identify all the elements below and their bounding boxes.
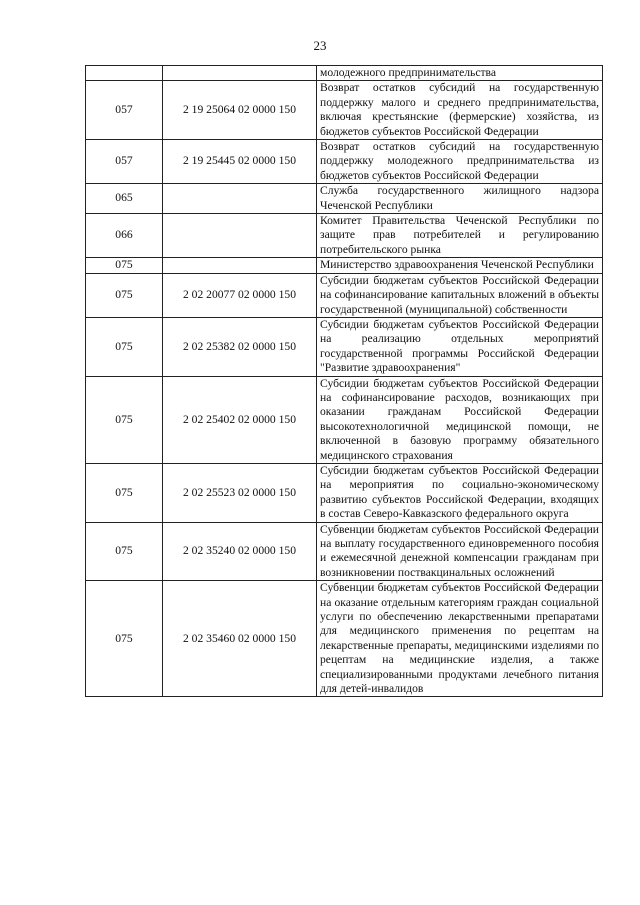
table-row	[86, 81, 603, 140]
admin-code-cell: 057	[86, 81, 163, 140]
budget-code-cell	[163, 184, 317, 214]
name-cell: Возврат остатков субсидий на государственную поддержку малого и среднего предпринимательства, включая крестьянские (фермерские) хозяйства, из бюджетов субъектов Российской Федерации	[317, 81, 603, 140]
name-cell: Субсидии бюджетам субъектов Российской Федерации на софинансирование капитальных вложений в объекты государственной (муниципальной) собственности	[317, 273, 603, 317]
name-cell: Субсидии бюджетам субъектов Российской Федерации на реализацию отдельных мероприятий государственной программы Российской Федерации "Развитие здравоохранения"	[317, 317, 603, 376]
admin-code-cell: 075	[86, 273, 163, 317]
admin-code-cell: 075	[86, 317, 163, 376]
name-cell: Комитет Правительства Чеченской Республики по защите прав потребителей и регулированию потребительского рынка	[317, 214, 603, 258]
budget-code-cell: 2 19 25445 02 0000 150	[163, 140, 317, 184]
admin-code-cell: 065	[86, 184, 163, 214]
admin-code-cell: 075	[86, 258, 163, 273]
admin-code-cell: 075	[86, 522, 163, 581]
table-row	[86, 214, 603, 258]
table-row	[86, 184, 603, 214]
budget-code-cell: 2 02 25523 02 0000 150	[163, 463, 317, 522]
table-row	[86, 376, 603, 463]
budget-code-cell: 2 02 35240 02 0000 150	[163, 522, 317, 581]
budget-code-cell	[163, 214, 317, 258]
budget-code-cell	[163, 66, 317, 81]
name-cell: Министерство здравоохранения Чеченской Республики	[317, 258, 603, 273]
admin-code-cell	[86, 66, 163, 81]
budget-classification-table	[85, 65, 603, 697]
table-row	[86, 273, 603, 317]
name-cell: молодежного предпринимательства	[317, 66, 603, 81]
budget-code-cell: 2 02 25402 02 0000 150	[163, 376, 317, 463]
budget-code-cell: 2 19 25064 02 0000 150	[163, 81, 317, 140]
admin-code-cell: 066	[86, 214, 163, 258]
page-number: 23	[313, 38, 327, 53]
admin-code-cell: 075	[86, 463, 163, 522]
admin-code-cell: 057	[86, 140, 163, 184]
table-row	[86, 581, 603, 697]
table-row	[86, 258, 603, 273]
budget-code-cell: 2 02 20077 02 0000 150	[163, 273, 317, 317]
budget-code-cell	[163, 258, 317, 273]
table-row	[86, 66, 603, 81]
budget-code-cell: 2 02 35460 02 0000 150	[163, 581, 317, 697]
table-row	[86, 463, 603, 522]
table-row	[86, 140, 603, 184]
table-row	[86, 522, 603, 581]
name-cell: Субвенции бюджетам субъектов Российской Федерации на выплату государственного единовременного пособия и ежемесячной денежной компенсации гражданам при возникновении поствакцинальных осложнений	[317, 522, 603, 581]
name-cell: Субсидии бюджетам субъектов Российской Федерации на мероприятия по социально-экономическому развитию субъектов Российской Федерации, входящих в состав Северо-Кавказского федерального округа	[317, 463, 603, 522]
name-cell: Возврат остатков субсидий на государственную поддержку молодежного предпринимательства из бюджетов субъектов Российской Федерации	[317, 140, 603, 184]
budget-code-cell: 2 02 25382 02 0000 150	[163, 317, 317, 376]
admin-code-cell: 075	[86, 581, 163, 697]
name-cell: Субсидии бюджетам субъектов Российской Федерации на софинансирование расходов, возникающих при оказании гражданам Российской Федерации высокотехнологичной медицинской помощи, не включенной в базовую программу обязательного медицинского страхования	[317, 376, 603, 463]
table-row	[86, 317, 603, 376]
name-cell: Субвенции бюджетам субъектов Российской Федерации на оказание отдельным категориям граждан социальной услуги по обеспечению лекарственными препаратами для медицинского применения по рецептам на лекарственные препараты, медицинскими изделиями по рецептам на медицинские изделия, а также специализированными продуктами лечебного питания для детей-инвалидов	[317, 581, 603, 697]
name-cell: Служба государственного жилищного надзора Чеченской Республики	[317, 184, 603, 214]
admin-code-cell: 075	[86, 376, 163, 463]
